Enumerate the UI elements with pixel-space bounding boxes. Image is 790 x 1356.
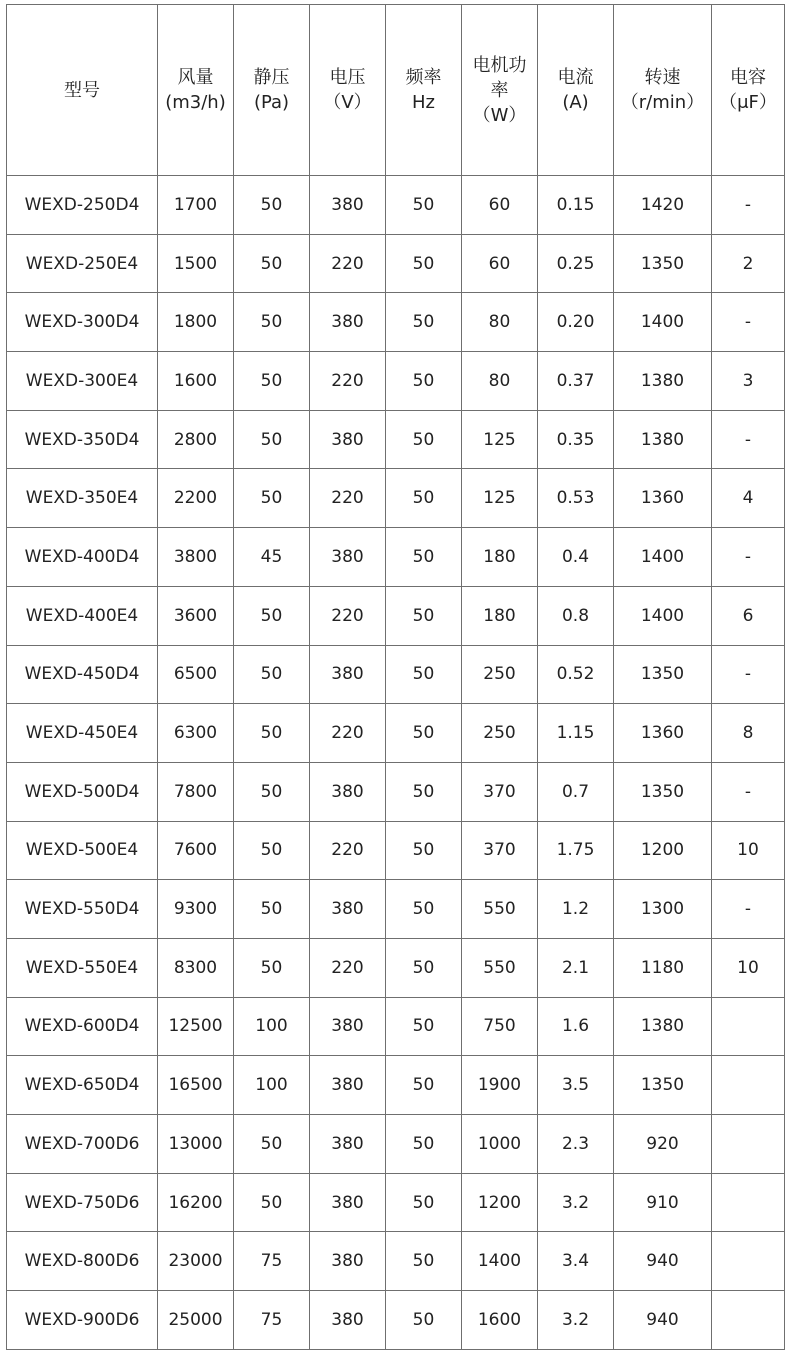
cell-speed: 1400 bbox=[614, 528, 712, 587]
header-current-line: 电流 bbox=[557, 67, 594, 88]
cell-capacitance: 6 bbox=[712, 586, 785, 645]
table-row bbox=[7, 1232, 785, 1291]
cell-model: WEXD-300D4 bbox=[7, 293, 158, 352]
cell-speed: 1400 bbox=[614, 586, 712, 645]
cell-model: WEXD-800D6 bbox=[7, 1232, 158, 1291]
cell-model: WEXD-500E4 bbox=[7, 821, 158, 880]
cell-speed: 1180 bbox=[614, 938, 712, 997]
cell-airflow: 3800 bbox=[158, 528, 234, 587]
cell-speed: 1200 bbox=[614, 821, 712, 880]
cell-frequency: 50 bbox=[386, 704, 462, 763]
header-capacitance-line: 电容 bbox=[730, 67, 766, 88]
cell-current: 0.15 bbox=[538, 176, 614, 235]
cell-capacitance bbox=[712, 1115, 785, 1174]
table-row bbox=[7, 821, 785, 880]
cell-static-pressure: 50 bbox=[234, 1115, 310, 1174]
header-frequency-line: Hz bbox=[412, 92, 435, 113]
cell-speed: 1420 bbox=[614, 176, 712, 235]
cell-voltage: 380 bbox=[310, 645, 386, 704]
cell-static-pressure: 50 bbox=[234, 880, 310, 939]
cell-airflow: 7800 bbox=[158, 762, 234, 821]
table-body bbox=[7, 176, 785, 1350]
header-capacitance-line: （μF） bbox=[719, 92, 777, 113]
cell-model: WEXD-450E4 bbox=[7, 704, 158, 763]
cell-static-pressure: 50 bbox=[234, 293, 310, 352]
header-frequency-line: 频率 bbox=[405, 67, 442, 88]
header-motor-power-line: 率 bbox=[490, 79, 509, 101]
cell-current: 0.20 bbox=[538, 293, 614, 352]
cell-frequency: 50 bbox=[386, 586, 462, 645]
table-row bbox=[7, 762, 785, 821]
table-row bbox=[7, 176, 785, 235]
header-row bbox=[7, 5, 785, 176]
header-static-pressure-line: (Pa) bbox=[253, 92, 290, 113]
cell-speed: 1350 bbox=[614, 234, 712, 293]
cell-static-pressure: 50 bbox=[234, 176, 310, 235]
cell-current: 0.8 bbox=[538, 586, 614, 645]
cell-motor-power: 1600 bbox=[462, 1291, 538, 1350]
cell-capacitance bbox=[712, 1173, 785, 1232]
cell-current: 0.53 bbox=[538, 469, 614, 528]
header-voltage-line: 电压 bbox=[329, 67, 366, 88]
table-row bbox=[7, 704, 785, 763]
cell-motor-power: 180 bbox=[462, 586, 538, 645]
cell-airflow: 13000 bbox=[158, 1115, 234, 1174]
header-frequency bbox=[386, 5, 462, 176]
cell-voltage: 380 bbox=[310, 880, 386, 939]
cell-current: 1.6 bbox=[538, 997, 614, 1056]
cell-current: 1.2 bbox=[538, 880, 614, 939]
table-row bbox=[7, 997, 785, 1056]
cell-motor-power: 125 bbox=[462, 469, 538, 528]
cell-motor-power: 370 bbox=[462, 821, 538, 880]
cell-voltage: 220 bbox=[310, 821, 386, 880]
cell-voltage: 380 bbox=[310, 1291, 386, 1350]
cell-motor-power: 250 bbox=[462, 645, 538, 704]
cell-motor-power: 60 bbox=[462, 176, 538, 235]
cell-capacitance: 4 bbox=[712, 469, 785, 528]
cell-voltage: 380 bbox=[310, 1056, 386, 1115]
cell-airflow: 6500 bbox=[158, 645, 234, 704]
cell-voltage: 380 bbox=[310, 997, 386, 1056]
header-motor-power-line: 电机功 bbox=[472, 54, 527, 76]
table-row bbox=[7, 938, 785, 997]
cell-frequency: 50 bbox=[386, 1056, 462, 1115]
cell-speed: 1300 bbox=[614, 880, 712, 939]
table-row bbox=[7, 293, 785, 352]
cell-capacitance bbox=[712, 1232, 785, 1291]
cell-speed: 1380 bbox=[614, 410, 712, 469]
cell-model: WEXD-650D4 bbox=[7, 1056, 158, 1115]
cell-model: WEXD-250D4 bbox=[7, 176, 158, 235]
cell-airflow: 12500 bbox=[158, 997, 234, 1056]
cell-model: WEXD-450D4 bbox=[7, 645, 158, 704]
cell-current: 0.52 bbox=[538, 645, 614, 704]
cell-voltage: 380 bbox=[310, 410, 386, 469]
cell-capacitance: - bbox=[712, 880, 785, 939]
cell-current: 2.1 bbox=[538, 938, 614, 997]
header-airflow-line: (m3/h) bbox=[165, 92, 226, 113]
cell-model: WEXD-350E4 bbox=[7, 469, 158, 528]
cell-static-pressure: 50 bbox=[234, 821, 310, 880]
header-static-pressure bbox=[234, 5, 310, 176]
cell-voltage: 380 bbox=[310, 1173, 386, 1232]
cell-static-pressure: 100 bbox=[234, 1056, 310, 1115]
cell-static-pressure: 50 bbox=[234, 410, 310, 469]
table-row bbox=[7, 234, 785, 293]
cell-current: 3.2 bbox=[538, 1291, 614, 1350]
cell-model: WEXD-700D6 bbox=[7, 1115, 158, 1174]
cell-capacitance: 2 bbox=[712, 234, 785, 293]
cell-voltage: 380 bbox=[310, 762, 386, 821]
table-header bbox=[7, 5, 785, 176]
cell-airflow: 8300 bbox=[158, 938, 234, 997]
cell-airflow: 7600 bbox=[158, 821, 234, 880]
cell-airflow: 1600 bbox=[158, 352, 234, 411]
table-row bbox=[7, 469, 785, 528]
cell-current: 0.35 bbox=[538, 410, 614, 469]
cell-voltage: 220 bbox=[310, 234, 386, 293]
cell-static-pressure: 75 bbox=[234, 1232, 310, 1291]
cell-motor-power: 1900 bbox=[462, 1056, 538, 1115]
header-static-pressure-line: 静压 bbox=[253, 67, 290, 88]
cell-frequency: 50 bbox=[386, 938, 462, 997]
cell-frequency: 50 bbox=[386, 1232, 462, 1291]
cell-static-pressure: 100 bbox=[234, 997, 310, 1056]
cell-model: WEXD-400E4 bbox=[7, 586, 158, 645]
cell-speed: 940 bbox=[614, 1291, 712, 1350]
cell-current: 0.37 bbox=[538, 352, 614, 411]
cell-static-pressure: 50 bbox=[234, 586, 310, 645]
cell-airflow: 25000 bbox=[158, 1291, 234, 1350]
cell-current: 0.25 bbox=[538, 234, 614, 293]
cell-speed: 1350 bbox=[614, 645, 712, 704]
cell-model: WEXD-750D6 bbox=[7, 1173, 158, 1232]
cell-voltage: 380 bbox=[310, 1115, 386, 1174]
cell-capacitance: 3 bbox=[712, 352, 785, 411]
table-row bbox=[7, 1056, 785, 1115]
header-model-line: 型号 bbox=[64, 79, 100, 101]
cell-voltage: 220 bbox=[310, 469, 386, 528]
header-airflow-line: 风量 bbox=[177, 67, 214, 88]
cell-capacitance: 10 bbox=[712, 821, 785, 880]
cell-static-pressure: 50 bbox=[234, 762, 310, 821]
cell-capacitance bbox=[712, 1056, 785, 1115]
table-row bbox=[7, 1173, 785, 1232]
cell-static-pressure: 50 bbox=[234, 234, 310, 293]
fan-spec-table bbox=[6, 4, 785, 1350]
header-current bbox=[538, 5, 614, 176]
cell-speed: 1380 bbox=[614, 352, 712, 411]
cell-airflow: 16200 bbox=[158, 1173, 234, 1232]
header-speed-line: 转速 bbox=[644, 67, 681, 88]
cell-static-pressure: 50 bbox=[234, 352, 310, 411]
cell-voltage: 220 bbox=[310, 586, 386, 645]
cell-motor-power: 550 bbox=[462, 880, 538, 939]
cell-model: WEXD-550E4 bbox=[7, 938, 158, 997]
cell-frequency: 50 bbox=[386, 997, 462, 1056]
header-current-line: (A) bbox=[562, 92, 589, 113]
cell-motor-power: 250 bbox=[462, 704, 538, 763]
table-row bbox=[7, 410, 785, 469]
cell-voltage: 380 bbox=[310, 1232, 386, 1291]
table-row bbox=[7, 645, 785, 704]
header-motor-power-line: （W） bbox=[472, 104, 527, 126]
table-row bbox=[7, 528, 785, 587]
cell-capacitance bbox=[712, 997, 785, 1056]
header-speed bbox=[614, 5, 712, 176]
cell-current: 0.4 bbox=[538, 528, 614, 587]
table-row bbox=[7, 880, 785, 939]
cell-static-pressure: 75 bbox=[234, 1291, 310, 1350]
cell-current: 3.5 bbox=[538, 1056, 614, 1115]
cell-frequency: 50 bbox=[386, 410, 462, 469]
cell-capacitance bbox=[712, 1291, 785, 1350]
header-model bbox=[7, 5, 158, 176]
cell-motor-power: 550 bbox=[462, 938, 538, 997]
cell-motor-power: 370 bbox=[462, 762, 538, 821]
cell-airflow: 9300 bbox=[158, 880, 234, 939]
cell-capacitance: - bbox=[712, 410, 785, 469]
cell-model: WEXD-350D4 bbox=[7, 410, 158, 469]
cell-speed: 1400 bbox=[614, 293, 712, 352]
cell-capacitance: 10 bbox=[712, 938, 785, 997]
header-motor-power bbox=[462, 5, 538, 176]
cell-speed: 920 bbox=[614, 1115, 712, 1174]
cell-frequency: 50 bbox=[386, 176, 462, 235]
cell-voltage: 380 bbox=[310, 293, 386, 352]
cell-current: 2.3 bbox=[538, 1115, 614, 1174]
table-row bbox=[7, 352, 785, 411]
header-voltage-line: （V） bbox=[323, 92, 372, 113]
cell-static-pressure: 50 bbox=[234, 469, 310, 528]
cell-motor-power: 1200 bbox=[462, 1173, 538, 1232]
cell-frequency: 50 bbox=[386, 234, 462, 293]
header-capacitance bbox=[712, 5, 785, 176]
cell-capacitance: - bbox=[712, 762, 785, 821]
cell-motor-power: 80 bbox=[462, 293, 538, 352]
cell-model: WEXD-500D4 bbox=[7, 762, 158, 821]
cell-airflow: 3600 bbox=[158, 586, 234, 645]
cell-airflow: 23000 bbox=[158, 1232, 234, 1291]
cell-motor-power: 1400 bbox=[462, 1232, 538, 1291]
cell-speed: 1360 bbox=[614, 704, 712, 763]
cell-frequency: 50 bbox=[386, 352, 462, 411]
cell-speed: 1380 bbox=[614, 997, 712, 1056]
cell-frequency: 50 bbox=[386, 880, 462, 939]
cell-capacitance: - bbox=[712, 528, 785, 587]
header-speed-line: （r/min） bbox=[620, 92, 705, 113]
cell-airflow: 16500 bbox=[158, 1056, 234, 1115]
cell-airflow: 1700 bbox=[158, 176, 234, 235]
cell-frequency: 50 bbox=[386, 645, 462, 704]
cell-frequency: 50 bbox=[386, 469, 462, 528]
cell-voltage: 220 bbox=[310, 704, 386, 763]
table-row bbox=[7, 1115, 785, 1174]
cell-motor-power: 125 bbox=[462, 410, 538, 469]
cell-model: WEXD-250E4 bbox=[7, 234, 158, 293]
cell-speed: 1350 bbox=[614, 762, 712, 821]
cell-speed: 940 bbox=[614, 1232, 712, 1291]
cell-static-pressure: 50 bbox=[234, 704, 310, 763]
cell-capacitance: 8 bbox=[712, 704, 785, 763]
cell-voltage: 380 bbox=[310, 176, 386, 235]
cell-frequency: 50 bbox=[386, 1115, 462, 1174]
cell-frequency: 50 bbox=[386, 1173, 462, 1232]
cell-model: WEXD-900D6 bbox=[7, 1291, 158, 1350]
cell-airflow: 2200 bbox=[158, 469, 234, 528]
cell-capacitance: - bbox=[712, 293, 785, 352]
cell-frequency: 50 bbox=[386, 762, 462, 821]
cell-current: 1.75 bbox=[538, 821, 614, 880]
cell-static-pressure: 50 bbox=[234, 1173, 310, 1232]
cell-motor-power: 1000 bbox=[462, 1115, 538, 1174]
cell-capacitance: - bbox=[712, 176, 785, 235]
cell-voltage: 220 bbox=[310, 352, 386, 411]
cell-current: 3.4 bbox=[538, 1232, 614, 1291]
cell-airflow: 2800 bbox=[158, 410, 234, 469]
cell-model: WEXD-400D4 bbox=[7, 528, 158, 587]
cell-model: WEXD-300E4 bbox=[7, 352, 158, 411]
cell-speed: 1360 bbox=[614, 469, 712, 528]
cell-current: 3.2 bbox=[538, 1173, 614, 1232]
cell-static-pressure: 45 bbox=[234, 528, 310, 587]
cell-speed: 910 bbox=[614, 1173, 712, 1232]
cell-speed: 1350 bbox=[614, 1056, 712, 1115]
cell-frequency: 50 bbox=[386, 1291, 462, 1350]
cell-voltage: 220 bbox=[310, 938, 386, 997]
cell-motor-power: 60 bbox=[462, 234, 538, 293]
cell-airflow: 6300 bbox=[158, 704, 234, 763]
cell-model: WEXD-600D4 bbox=[7, 997, 158, 1056]
cell-frequency: 50 bbox=[386, 821, 462, 880]
table-row bbox=[7, 586, 785, 645]
cell-motor-power: 750 bbox=[462, 997, 538, 1056]
header-airflow bbox=[158, 5, 234, 176]
cell-voltage: 380 bbox=[310, 528, 386, 587]
cell-airflow: 1800 bbox=[158, 293, 234, 352]
cell-static-pressure: 50 bbox=[234, 938, 310, 997]
cell-current: 1.15 bbox=[538, 704, 614, 763]
cell-frequency: 50 bbox=[386, 293, 462, 352]
cell-motor-power: 180 bbox=[462, 528, 538, 587]
cell-model: WEXD-550D4 bbox=[7, 880, 158, 939]
cell-current: 0.7 bbox=[538, 762, 614, 821]
header-voltage bbox=[310, 5, 386, 176]
cell-airflow: 1500 bbox=[158, 234, 234, 293]
table-row bbox=[7, 1291, 785, 1350]
cell-motor-power: 80 bbox=[462, 352, 538, 411]
cell-capacitance: - bbox=[712, 645, 785, 704]
cell-static-pressure: 50 bbox=[234, 645, 310, 704]
cell-frequency: 50 bbox=[386, 528, 462, 587]
